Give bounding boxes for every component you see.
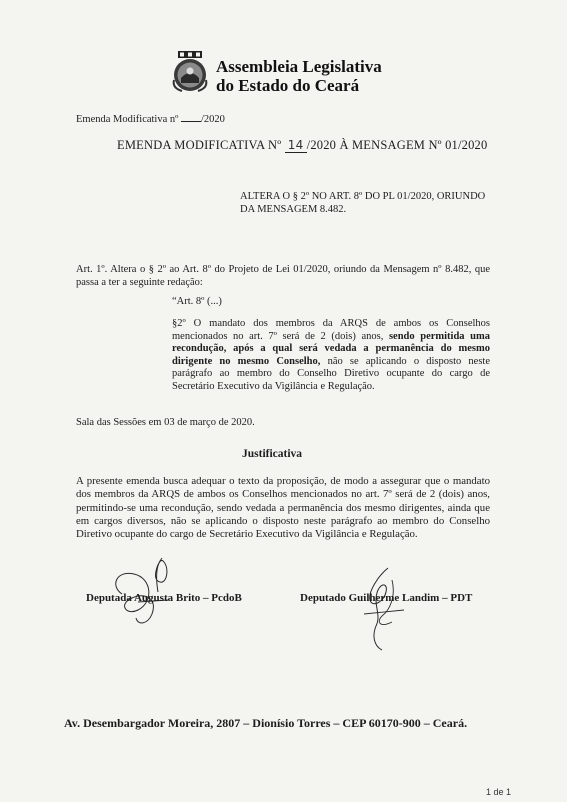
signature-guilherme-landim-icon: [352, 566, 416, 656]
quoted-paragraph-bold: sendo permitida uma recondução, após a qual será vedada a permanência do mesmo dirigente no mesmo Conselho,: [172, 330, 490, 367]
amendment-number-blank: [181, 112, 201, 122]
quoted-paragraph-part2: não se aplicando o disposto neste parágrafo ao membro do Conselho Diretivo ocupante do cargo de Secretário Executivo da Vigilância e Regulação.: [172, 355, 491, 392]
amendment-label-suffix: /2020: [201, 114, 225, 125]
document-title-prefix: EMENDA MODIFICATIVA Nº: [117, 138, 282, 152]
coat-of-arms-icon: [168, 50, 212, 94]
justification-title: Justificativa: [242, 448, 303, 460]
document-title: [117, 138, 487, 153]
article-1-text: Art. 1º. Altera o § 2º ao Art. 8º do Projeto de Lei 01/2020, oriundo da Mensagem nº 8.482, que passa a ter a seguinte redação:: [76, 264, 490, 288]
institution-name-line1: Assembleia Legislativa: [216, 57, 382, 76]
amendment-label: [76, 112, 225, 125]
handwritten-amendment-number: 14: [285, 138, 307, 153]
quoted-paragraph: [172, 318, 490, 394]
ementa-line2: DA MENSAGEM 8.482.: [240, 204, 347, 215]
signatory-right: Deputado Guilherme Landim – PDT: [300, 592, 473, 604]
page-number: 1 de 1: [486, 787, 512, 797]
ementa-line1: ALTERA O § 2º NO ART. 8º DO PL 01/2020, ORIUNDO: [240, 191, 486, 202]
quoted-paragraph-part1: §2º O mandato dos membros da ARQS de ambos os Conselhos mencionados no art. 7º será de 2 (dois) anos,: [172, 318, 490, 342]
signatory-left: Deputada Augusta Brito – PcdoB: [86, 592, 242, 604]
document-title-suffix: /2020 À MENSAGEM Nº 01/2020: [306, 138, 488, 152]
session-date: Sala das Sessões em 03 de março de 2020.: [76, 417, 255, 428]
quoted-article-head: “Art. 8º (...): [172, 296, 222, 307]
amendment-label-prefix: Emenda Modificativa nº: [76, 114, 179, 125]
justification-text: A presente emenda busca adequar o texto da proposição, de modo a assegurar que o mandato dos membros da ARQS de ambos os Conselhos mencionados no art. 7º será de 2 (dois) anos, permitindo-se uma recondução, sendo vedada a permanência dos mesmo dirigentes, ainda que em cargos diversos, não se aplicando o disposto neste parágrafo ao membro do Conselho Diretivo ocupante do cargo de Secretário Executivo da Vigilância e Regulação.: [76, 475, 490, 541]
institution-name-line2: do Estado do Ceará: [216, 76, 360, 95]
footer-address: Av. Desembargador Moreira, 2807 – Dionísio Torres – CEP 60170-900 – Ceará.: [64, 716, 468, 730]
